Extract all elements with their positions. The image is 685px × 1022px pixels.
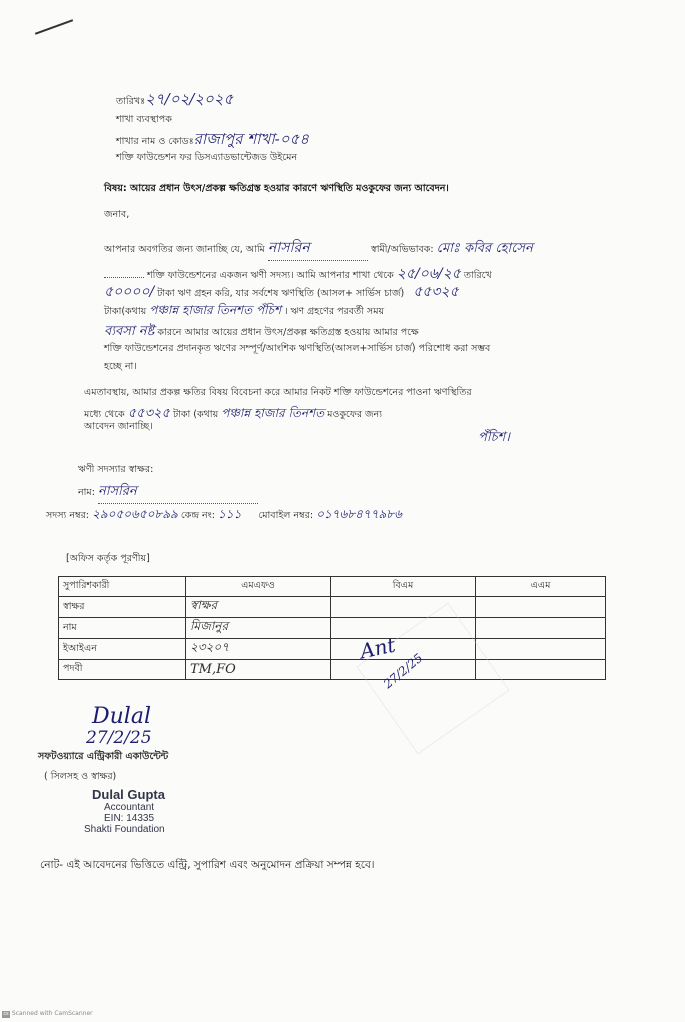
table-cell: ২৩২০৭ <box>186 639 331 660</box>
table-cell: মিজানুর <box>186 618 331 639</box>
camscanner-icon: cs <box>3 1011 9 1017</box>
org-line: শক্তি ফাউন্ডেশন ফর ডিসএ্যাডভান্টেজড উইমেন <box>116 152 298 163</box>
table-row <box>59 597 606 618</box>
table-cell: স্বাক্ষর <box>59 597 186 618</box>
p2-line1: এমতাবস্থায়, আমার প্রকল্প ক্ষতির বিষয় বিবেচনা করে আমার নিকট শক্তি ফাউন্ডেশনের পাওনা ঋণস্থিতির <box>84 387 472 398</box>
p1-line5: ব্যবসা নষ্ট কারনে আমার আয়ের প্রধান উৎস/প্রকল্প ক্ষতিগ্রস্ত হওয়ায় আমার পক্ষে <box>104 324 419 339</box>
table-cell: ইআইএন <box>59 639 186 660</box>
subject: বিষয়: আয়ের প্রধান উৎস/প্রকল্প ক্ষতিগ্রস্ত হওয়ার কারণে ঋণস্থিতি মওকুফের জন্য আবেদন। <box>104 183 449 194</box>
pen-mark <box>35 19 73 35</box>
borrower-name: নাসরিন <box>98 482 258 504</box>
branch-value: রাজাপুর শাখা-০৫৪ <box>193 130 309 148</box>
table-cell: পদবী <box>59 660 186 680</box>
salutation: জনাব, <box>104 209 130 220</box>
table-cell: TM,FO <box>186 660 331 680</box>
p1-line7: হচ্ছে না। <box>104 361 137 372</box>
borrower-name-line: নাম: নাসরিন <box>78 482 258 504</box>
table-row <box>59 639 606 660</box>
mobile-number: ০১৭৬৮৪৭৭৯৮৬ <box>316 507 402 521</box>
member-number: ২৯০৫০৬৫০৮৯৯ <box>92 507 178 521</box>
p2-line2: মধ্যে থেকে ৫৫৩২৫ টাকা (কথায় পঞ্চান্ন হাজার তিনশত মওকুফের জন্য <box>84 406 382 421</box>
applicant-name: নাসরিন <box>268 236 368 261</box>
stamp-role: Accountant <box>104 802 155 813</box>
table-cell: এমএফও <box>186 577 331 597</box>
table-cell: স্বাক্ষর <box>186 597 331 618</box>
waive-words: পঞ্চান্ন হাজার তিনশত <box>221 406 325 420</box>
table-cell <box>476 639 606 660</box>
stamp-ein: EIN: 14335 <box>104 813 155 824</box>
table-cell <box>476 618 606 639</box>
p1-line3: ৫০০০০/ টাকা ঋণ গ্রহন করি, যার সর্বশেষ ঋণস্থিতি (আসল+ সার্ভিস চার্জ) ৫৫৩২৫ <box>104 284 459 300</box>
accountant-signature: Dulal <box>92 704 151 729</box>
office-heading: [অফিস কর্তৃক পূরণীয়] <box>66 553 150 564</box>
p1-line4: টাকা(কথায় পঞ্চান্ন হাজার তিনশত পঁচিশ । ঋণ গ্রহণের পরবর্তী সময় <box>104 303 385 317</box>
bm-signature: Ant <box>357 632 398 664</box>
stamp-name: Dulal Gupta <box>92 787 165 802</box>
table-cell: এএম <box>476 577 606 597</box>
waive-words-cont: পঁচিশ। <box>478 430 510 445</box>
p1-line2: শক্তি ফাউন্ডেশনের একজন ঋণী সদস্য। আমি আপনার শাখা থেকে ২৫/০৬/২৫ তারিখে <box>104 262 492 286</box>
table-row <box>59 577 606 597</box>
scanner-watermark: cs Scanned with CamScanner <box>3 1010 93 1017</box>
p1-line6: শক্তি ফাউন্ডেশনের প্রদানকৃত ঋণের সম্পূর্ণ/আংশিক ঋণস্থিতি(আসল+সার্ভিস চার্জ) পরিশোধ করা সম্ভব <box>104 343 491 354</box>
manager-line: শাখা ব্যবস্থাপক <box>116 114 172 125</box>
accountant-seal-note: ( সিলসহ ও স্বাক্ষর) <box>44 771 117 782</box>
borrower-sig-label: ঋণী সদস্যার স্বাক্ষর: <box>78 464 154 475</box>
p1-line1: আপনার অবগতির জন্য জানাচ্ছি যে, আমি নাসরিন স্বামী/অভিভাবক: মোঃ কবির হোসেন <box>104 236 533 261</box>
loan-date: ২৫/০৬/২৫ <box>396 266 461 282</box>
footer-note: নোট- এই আবেদনের ভিত্তিতে এন্ট্রি, সুপারিশ এবং অনুমোদন প্রক্রিয়া সম্পন্ন হবে। <box>40 859 375 871</box>
table-cell: বিএম <box>331 577 476 597</box>
accountant-title: সফটওয়্যারে এন্ট্রিকারী একাউন্টেন্ট <box>38 751 169 762</box>
table-cell: সুপারিশকারী <box>59 577 186 597</box>
date-value: ২৭/০২/২০২৫ <box>145 90 234 108</box>
waive-amount: ৫৫৩২৫ <box>127 406 170 421</box>
p2-line3: আবেদন জানাচ্ছি। <box>84 421 153 432</box>
balance-words: পঞ্চান্ন হাজার তিনশত পঁচিশ <box>149 303 282 317</box>
date-line: তারিখঃ২৭/০২/২০২৫ <box>116 90 234 108</box>
table-cell <box>476 597 606 618</box>
stamp-org: Shakti Foundation <box>84 824 165 835</box>
loan-amount: ৫০০০০/ <box>104 284 155 300</box>
accountant-date: 27/2/25 <box>86 728 152 748</box>
table-row <box>59 660 606 680</box>
borrower-number-line: সদস্য নম্বর: ২৯০৫০৬৫০৮৯৯ কেন্দ্র নং: ১১১ মোবাইল নম্বর: ০১৭৬৮৪৭৭৯৮৬ <box>46 507 402 521</box>
table-row <box>59 618 606 639</box>
guardian-name: মোঃ কবির হোসেন <box>436 241 533 256</box>
table-cell: নাম <box>59 618 186 639</box>
damage-reason: ব্যবসা নষ্ট <box>104 324 155 339</box>
bm-date: 27/2/25 <box>380 650 426 692</box>
center-number: ১১১ <box>218 507 242 521</box>
office-table <box>58 576 606 680</box>
balance-amount: ৫৫৩২৫ <box>413 284 459 300</box>
branch-line: শাখার নাম ও কোডঃরাজাপুর শাখা-০৫৪ <box>116 130 309 148</box>
